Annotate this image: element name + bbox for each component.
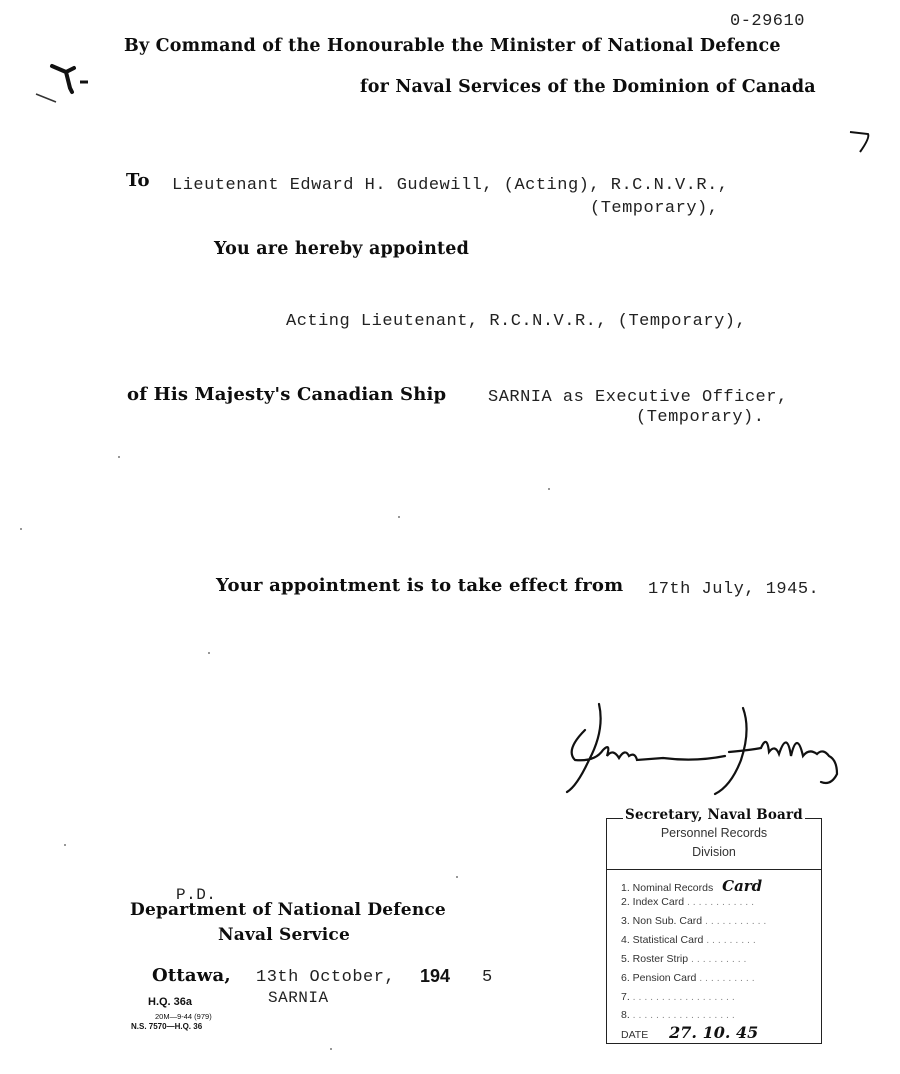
department-line-1: Department of National Defence <box>130 900 446 920</box>
appointed-label: You are hereby appointed <box>214 239 470 259</box>
ship-note: SARNIA <box>268 989 329 1007</box>
form-code-line-1: H.Q. 36a <box>148 996 193 1008</box>
ship-line-2: (Temporary). <box>636 408 765 427</box>
ship-label: of His Majesty's Canadian Ship <box>127 384 447 405</box>
paper-speck <box>548 488 550 490</box>
form-code-line-3: N.S. 7570—H.Q. 36 <box>131 1022 203 1031</box>
paper-speck <box>64 844 66 846</box>
stamp-item: 8. . . . . . . . . . . . . . . . . . . <box>621 1009 735 1021</box>
signature-title: Secretary, Naval Board <box>625 807 803 823</box>
place: Ottawa, <box>152 965 231 986</box>
stamp-item: 1. Nominal Records Card <box>621 877 763 895</box>
effect-label: Your appointment is to take effect from <box>216 575 624 596</box>
stamp-item: 5. Roster Strip . . . . . . . . . . <box>621 953 747 965</box>
stamp-date-value: 27. 10. 45 <box>669 1023 759 1042</box>
appointment-rank: Acting Lieutenant, R.C.N.V.R., (Temporary), <box>286 312 747 331</box>
records-stamp <box>606 807 822 1044</box>
margin-mark <box>846 126 876 156</box>
form-code-line-2: 20M—9-44 (979) <box>155 1012 212 1021</box>
recipient-line-2: (Temporary), <box>590 199 719 218</box>
stamp-item: 2. Index Card . . . . . . . . . . . . <box>621 896 755 908</box>
header-line-2: for Naval Services of the Dominion of Canada <box>360 77 816 97</box>
stamp-item: 7. . . . . . . . . . . . . . . . . . . <box>621 991 735 1003</box>
to-label: To <box>126 170 150 191</box>
paper-speck <box>330 1048 332 1050</box>
paper-speck <box>456 876 458 878</box>
paper-speck <box>398 516 400 518</box>
department-prefix: P.D. <box>176 886 217 904</box>
signature <box>555 690 845 805</box>
stamp-item: 4. Statistical Card . . . . . . . . . <box>621 934 756 946</box>
paper-speck <box>208 652 210 654</box>
issue-year: 194 <box>420 966 451 986</box>
stamp-item: 3. Non Sub. Card . . . . . . . . . . . <box>621 915 767 927</box>
recipient-line-1: Lieutenant Edward H. Gudewill, (Acting), R.C.N.V.R., <box>172 176 729 195</box>
ship-line-1: SARNIA as Executive Officer, <box>488 388 788 407</box>
paper-speck <box>20 528 22 530</box>
margin-mark <box>30 58 90 108</box>
paper-speck <box>118 456 120 458</box>
stamp-title-line-1: Personnel Records <box>660 826 768 840</box>
stamp-date: DATE 27. 10. 45 <box>621 1023 759 1042</box>
stamp-title-line-2: Division <box>692 845 736 859</box>
issue-day-month: 13th October, <box>256 968 396 987</box>
issue-year-digit: 5 <box>482 968 493 987</box>
header-line-1: By Command of the Honourable the Minister of National Defence <box>124 36 781 56</box>
stamp-divider <box>607 869 821 870</box>
stamp-item: 6. Pension Card . . . . . . . . . . <box>621 972 755 984</box>
effect-date: 17th July, 1945. <box>648 580 820 599</box>
department-line-2: Naval Service <box>218 925 350 945</box>
stamp-item-mark: Card <box>722 877 763 895</box>
file-number: 0-29610 <box>730 12 805 31</box>
